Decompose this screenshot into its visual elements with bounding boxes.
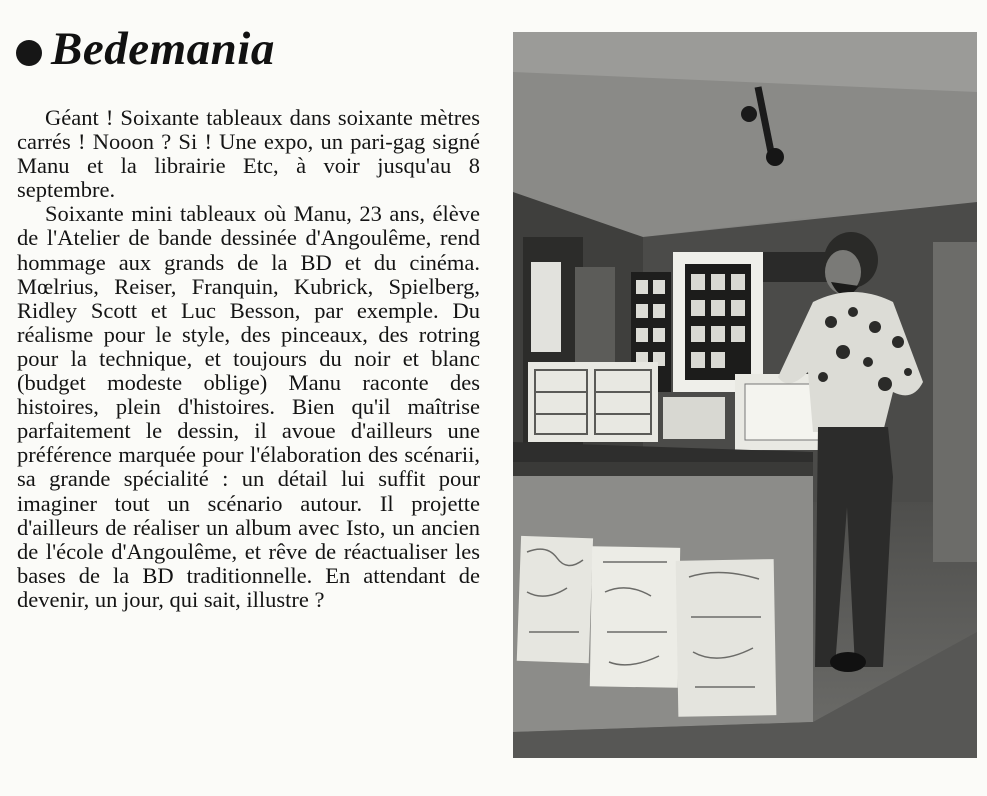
headline <box>16 23 275 75</box>
article-paragraph-1: Géant ! Soixante tableaux dans soixante mètres carrés ! Nooon ? Si ! Une expo, un pari-gag signé Manu et la librairie Etc, à voir jusqu'au 8 septembre. <box>17 105 480 203</box>
article-paragraph-2: Soixante mini tableaux où Manu, 23 ans, élève de l'Atelier de bande dessinée d'Angoulême, rend hommage aux grands de la BD et du cinéma. Mœlrius, Reiser, Franquin, Kubrick, Spielberg, Ridley Scott et Luc Besson, par exemple. Du réalisme pour le style, des pinceaux, des rotring pour la technique, et toujours du noir et blanc (budget modeste oblige) Manu raconte des histoires, plein d'histoires. Bien qu'il maîtrise parfaitement le dessin, il avoue d'ailleurs une préférence marquée pour l'élaboration des scénarii, sa grande spécialité : un détail lui suffit pour imaginer tout un scénario autour. Il projette d'ailleurs de réaliser un album avec Isto, un ancien de l'école d'Angoulême, et rêve de réactualiser les bases de la BD traditionnelle. En attendant de devenir, un jour, qui sait, illustre ? <box>17 201 480 612</box>
exhibition-photo <box>513 32 977 758</box>
article-title: Bedemania <box>51 23 275 75</box>
bullet-icon <box>16 40 42 66</box>
article-body <box>17 106 480 612</box>
photo-illustration <box>513 32 977 758</box>
